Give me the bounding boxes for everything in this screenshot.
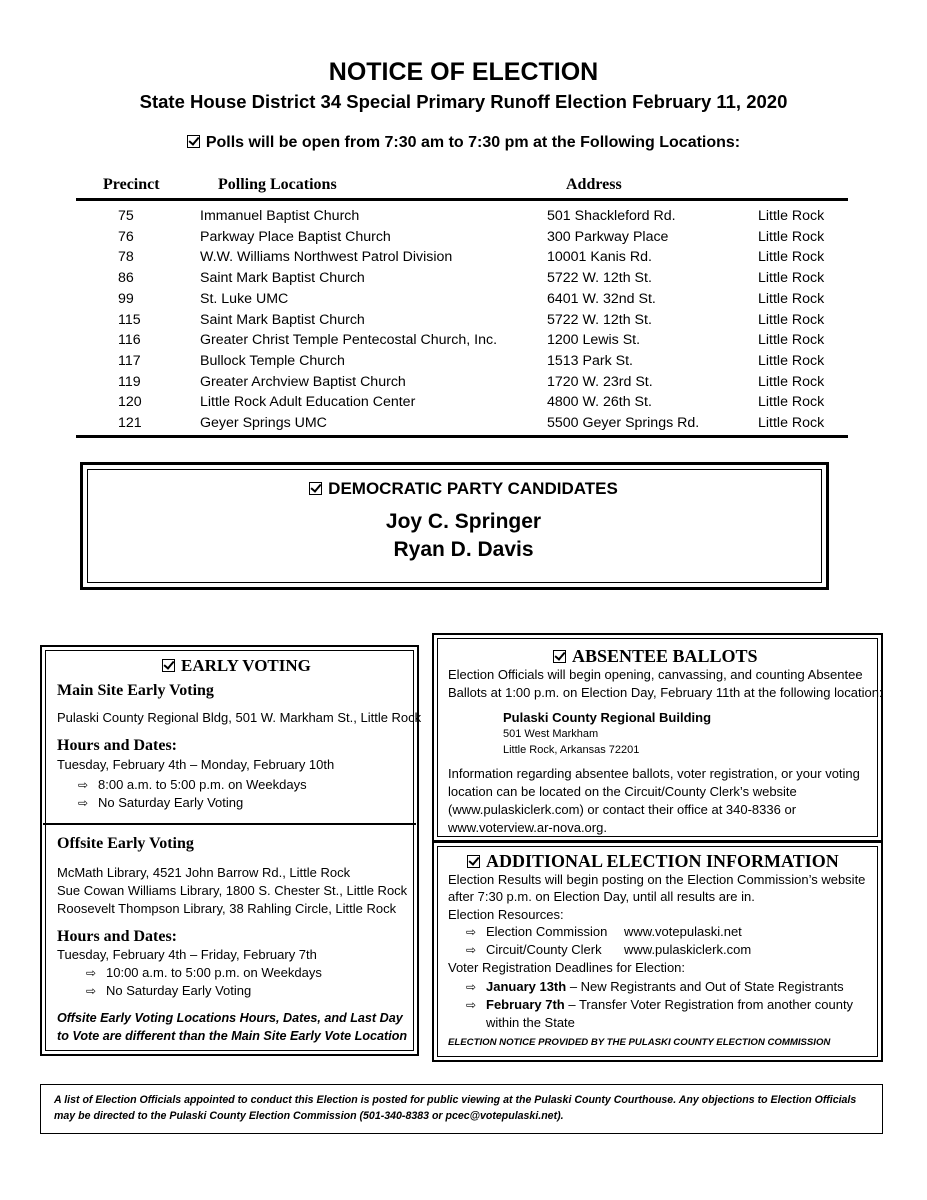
absentee-location-line: Little Rock, Arkansas 72201 bbox=[503, 744, 640, 756]
precinct-cell: 119 bbox=[118, 373, 141, 390]
location-column-header: Polling Locations bbox=[218, 176, 337, 193]
arrow-right-icon: ⇨ bbox=[466, 980, 477, 994]
resource-item: ⇨ Election Commission bbox=[466, 924, 608, 939]
location-cell: Immanuel Baptist Church bbox=[200, 208, 360, 224]
checkbox-icon bbox=[553, 650, 566, 663]
main-site-heading: Main Site Early Voting bbox=[57, 682, 214, 699]
city-cell: Little Rock bbox=[758, 352, 825, 369]
location-cell: Little Rock Adult Education Center bbox=[200, 394, 416, 411]
list-item: ⇨ 8:00 a.m. to 5:00 p.m. on Weekdays bbox=[78, 777, 307, 792]
absentee-info: (www.pulaskiclerk.com) or contact their office at 340-8336 or bbox=[448, 802, 797, 817]
deadline-item: ⇨ February 7th – Transfer Voter Registration from another county bbox=[466, 997, 854, 1012]
address-cell: 300 Parkway Place bbox=[547, 228, 669, 245]
address-cell: 6401 W. 32nd St. bbox=[547, 290, 656, 307]
address-cell: 5722 W. 12th St. bbox=[547, 311, 652, 328]
checkbox-icon bbox=[162, 659, 175, 672]
precinct-cell: 78 bbox=[118, 249, 134, 266]
list-item: ⇨ No Saturday Early Voting bbox=[78, 795, 244, 810]
city-cell: Little Rock bbox=[758, 270, 825, 287]
offsite-location: Sue Cowan Williams Library, 1800 S. Chester St., Little Rock bbox=[57, 883, 408, 898]
additional-heading: ADDITIONAL ELECTION INFORMATION bbox=[467, 851, 839, 872]
city-cell: Little Rock bbox=[758, 415, 825, 431]
precinct-cell: 121 bbox=[118, 415, 142, 431]
absentee-heading: ABSENTEE BALLOTS bbox=[553, 646, 758, 667]
table-row bbox=[0, 374, 927, 395]
absentee-info: location can be located on the Circuit/County Clerk’s website bbox=[448, 784, 797, 799]
precinct-cell: 76 bbox=[118, 228, 134, 245]
election-notice-credit: ELECTION NOTICE PROVIDED BY THE PULASKI COUNTY ELECTION COMMISSION bbox=[448, 1037, 831, 1048]
footer-text: A list of Election Officials appointed to conduct this Election is posted for public viewing at the Pulaski County Courthouse. Any objections to Election Officials may be directed to the Pulaski County Election Commission (501-340-8383 or pcec@votepulaski.net). bbox=[54, 1094, 857, 1122]
table-row bbox=[0, 415, 927, 436]
precinct-cell: 75 bbox=[118, 208, 134, 224]
arrow-right-icon: ⇨ bbox=[78, 796, 89, 810]
offsite-note: Offsite Early Voting Locations Hours, Dates, and Last Day bbox=[57, 1011, 403, 1025]
table-row bbox=[0, 249, 927, 270]
city-cell: Little Rock bbox=[758, 373, 825, 390]
table-bottom-rule bbox=[76, 435, 848, 438]
main-hours-heading: Hours and Dates: bbox=[57, 737, 178, 754]
precinct-column-header: Precinct bbox=[103, 176, 160, 193]
address-cell: 1200 Lewis St. bbox=[547, 332, 641, 349]
city-cell: Little Rock bbox=[758, 311, 825, 328]
arrow-right-icon: ⇨ bbox=[466, 943, 477, 957]
candidate-name: Joy C. Springer bbox=[385, 510, 542, 533]
address-cell: 5500 Geyer Springs Rd. bbox=[547, 415, 700, 431]
deadline-item: ⇨ January 13th – New Registrants and Out of State Registrants bbox=[466, 979, 844, 994]
absentee-location-name: Pulaski County Regional Building bbox=[503, 710, 712, 725]
location-cell: Parkway Place Baptist Church bbox=[200, 228, 391, 245]
table-row bbox=[0, 332, 927, 353]
table-row bbox=[0, 229, 927, 250]
resource-item: ⇨ Circuit/County Clerk bbox=[466, 942, 602, 957]
democratic-heading: DEMOCRATIC PARTY CANDIDATES bbox=[0, 479, 927, 499]
offsite-hours-heading: Hours and Dates: bbox=[57, 928, 178, 945]
offsite-location: McMath Library, 4521 John Barrow Rd., Little Rock bbox=[57, 865, 351, 880]
list-item: ⇨ 10:00 a.m. to 5:00 p.m. on Weekdays bbox=[86, 965, 322, 980]
table-row bbox=[0, 394, 927, 415]
city-cell: Little Rock bbox=[758, 290, 825, 307]
precinct-cell: 117 bbox=[118, 352, 141, 369]
results-text: Election Results will begin posting on the Election Commission’s website bbox=[448, 872, 866, 887]
location-cell: W.W. Williams Northwest Patrol Division bbox=[200, 249, 453, 266]
location-cell: Bullock Temple Church bbox=[200, 352, 345, 369]
city-cell: Little Rock bbox=[758, 249, 825, 266]
address-cell: 10001 Kanis Rd. bbox=[547, 249, 652, 266]
main-site-address: Pulaski County Regional Bldg, 501 W. Markham St., Little Rock bbox=[57, 710, 422, 725]
precinct-cell: 116 bbox=[118, 332, 141, 349]
city-cell: Little Rock bbox=[758, 332, 825, 349]
arrow-right-icon: ⇨ bbox=[78, 778, 89, 792]
city-cell: Little Rock bbox=[758, 208, 825, 224]
table-row bbox=[0, 353, 927, 374]
list-item: ⇨ No Saturday Early Voting bbox=[86, 983, 252, 998]
arrow-right-icon: ⇨ bbox=[466, 925, 477, 939]
results-text: after 7:30 p.m. on Election Day, until all results are in. bbox=[448, 889, 755, 904]
offsite-location: Roosevelt Thompson Library, 38 Rahling Circle, Little Rock bbox=[57, 901, 397, 916]
resource-url: www.votepulaski.net bbox=[624, 924, 742, 939]
checkbox-icon bbox=[187, 135, 200, 148]
address-cell: 1513 Park St. bbox=[547, 352, 633, 369]
offsite-heading: Offsite Early Voting bbox=[57, 835, 194, 852]
precinct-cell: 115 bbox=[118, 311, 141, 328]
table-row bbox=[0, 208, 927, 229]
page-title: NOTICE OF ELECTION bbox=[328, 58, 599, 86]
offsite-note: to Vote are different than the Main Site Early Vote Location bbox=[57, 1029, 408, 1043]
checkbox-icon bbox=[309, 482, 322, 495]
address-cell: 501 Shackleford Rd. bbox=[547, 208, 676, 224]
address-cell: 1720 W. 23rd St. bbox=[547, 373, 653, 390]
resources-heading: Election Resources: bbox=[448, 907, 564, 922]
location-cell: Saint Mark Baptist Church bbox=[200, 311, 365, 328]
location-cell: St. Luke UMC bbox=[200, 290, 289, 307]
page-subtitle: State House District 34 Special Primary Runoff Election February 11, 2020 bbox=[139, 91, 788, 112]
table-row bbox=[0, 291, 927, 312]
absentee-intro: Election Officials will begin opening, canvassing, and counting Absentee bbox=[448, 667, 863, 682]
polls-hours-line: Polls will be open from 7:30 am to 7:30 pm at the Following Locations: bbox=[0, 134, 927, 152]
precinct-cell: 99 bbox=[118, 290, 134, 307]
precinct-cell: 86 bbox=[118, 270, 134, 287]
section-divider bbox=[43, 823, 416, 825]
city-cell: Little Rock bbox=[758, 228, 825, 245]
precinct-cell: 120 bbox=[118, 394, 142, 411]
resource-url: www.pulaskiclerk.com bbox=[624, 942, 752, 957]
deadlines-heading: Voter Registration Deadlines for Election: bbox=[448, 960, 686, 975]
address-cell: 5722 W. 12th St. bbox=[547, 270, 652, 287]
city-cell: Little Rock bbox=[758, 394, 825, 411]
address-column-header: Address bbox=[566, 176, 622, 193]
deadline-continuation: within the State bbox=[486, 1015, 575, 1030]
table-row bbox=[0, 270, 927, 291]
table-row bbox=[0, 312, 927, 333]
arrow-right-icon: ⇨ bbox=[466, 998, 477, 1012]
table-top-rule bbox=[76, 198, 848, 201]
main-dates: Tuesday, February 4th – Monday, February 10th bbox=[57, 757, 335, 772]
offsite-dates: Tuesday, February 4th – Friday, February 7th bbox=[57, 947, 317, 962]
location-cell: Geyer Springs UMC bbox=[200, 415, 327, 431]
absentee-location-line: 501 West Markham bbox=[503, 728, 599, 740]
absentee-info: www.voterview.ar-nova.org. bbox=[448, 820, 607, 835]
candidate-name: Ryan D. Davis bbox=[393, 538, 534, 561]
arrow-right-icon: ⇨ bbox=[86, 984, 97, 998]
absentee-intro: Ballots at 1:00 p.m. on Election Day, February 11th at the following location: bbox=[448, 685, 883, 700]
location-cell: Greater Christ Temple Pentecostal Church, Inc. bbox=[200, 332, 498, 349]
absentee-info: Information regarding absentee ballots, voter registration, or your voting bbox=[448, 766, 860, 781]
address-cell: 4800 W. 26th St. bbox=[547, 394, 652, 411]
location-cell: Saint Mark Baptist Church bbox=[200, 270, 365, 287]
checkbox-icon bbox=[467, 855, 480, 868]
location-cell: Greater Archview Baptist Church bbox=[200, 373, 406, 390]
arrow-right-icon: ⇨ bbox=[86, 966, 97, 980]
early-voting-heading: EARLY VOTING bbox=[162, 656, 311, 676]
